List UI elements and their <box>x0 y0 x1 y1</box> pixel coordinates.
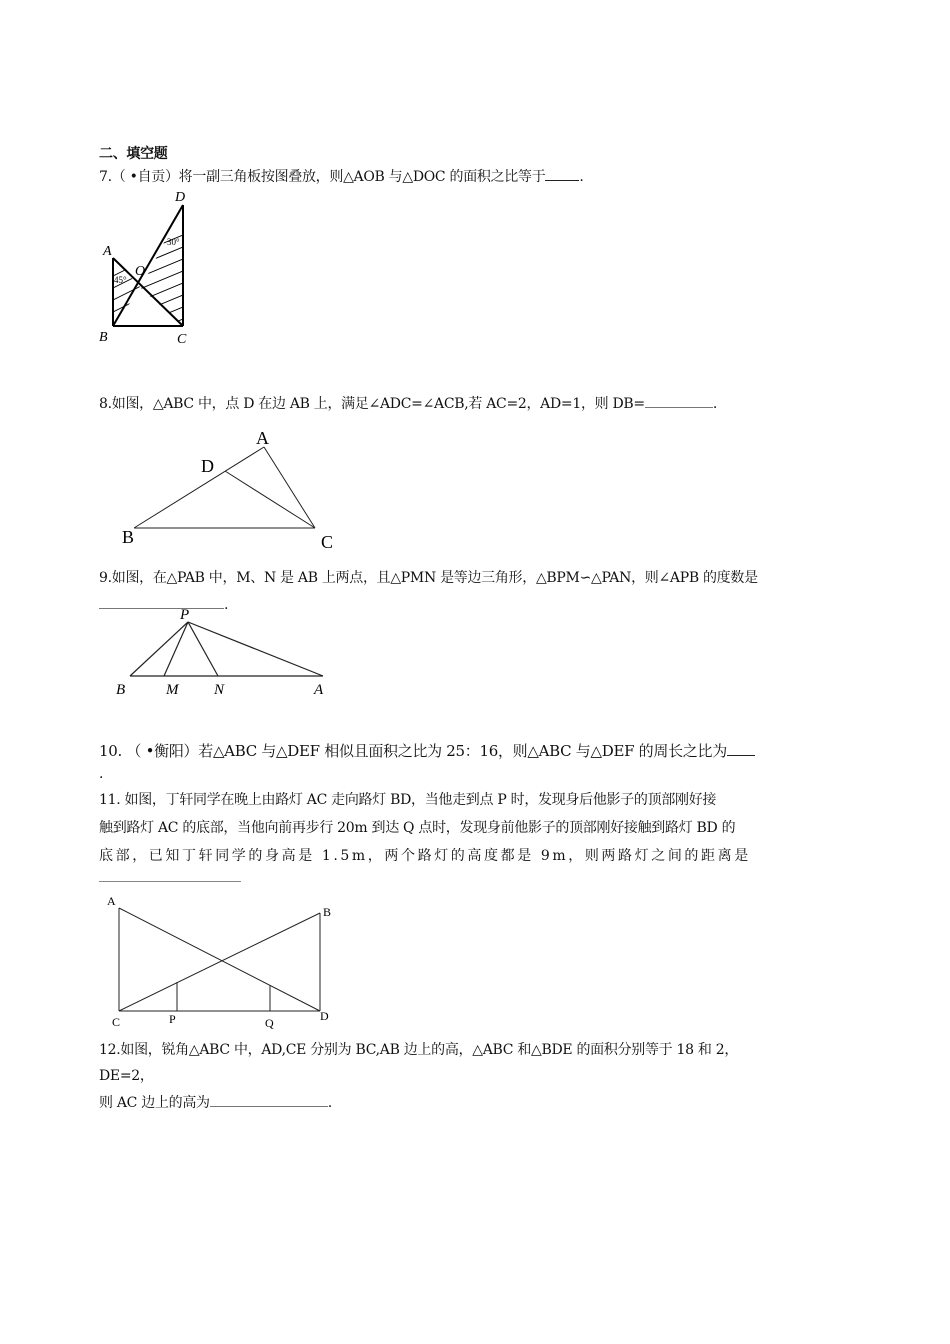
question-10-period: . <box>99 766 104 782</box>
label-a: A <box>107 894 116 908</box>
label-m: M <box>166 682 179 698</box>
label-d: D <box>320 1009 329 1023</box>
question-7-period: . <box>579 169 584 185</box>
question-7-text: 7.（ •自贡）将一副三角板按图叠放，则△AOB 与△DOC 的面积之比等于 <box>99 169 546 185</box>
label-c: C <box>177 332 187 347</box>
label-b: B <box>323 905 332 919</box>
label-a: A <box>314 682 324 698</box>
question-12-line-2 <box>99 1066 154 1086</box>
section-heading: 二、填空题 <box>99 146 168 162</box>
question-11-line-2 <box>99 818 735 838</box>
label-c: C <box>321 532 334 552</box>
label-p: P <box>169 1012 176 1026</box>
label-b: B <box>122 527 135 547</box>
question-7 <box>99 166 584 187</box>
question-9-text: 9.如图，在△PAB 中，M、N 是 AB 上两点，且△PMN 是等边三角形，△BPM∽△PAN，则∠APB 的度数是 <box>99 570 758 586</box>
angle-30: 30° <box>167 237 180 247</box>
question-11-text-2: 触到路灯 AC 的底部，当他向前再步行 20m 到达 Q 点时，发现身前他影子的顶部刚好接触到路灯 BD 的 <box>99 820 736 836</box>
question-10-text: 10. （ •衡阳）若△ABC 与△DEF 相似且面积之比为 25：16，则△ABC 与△DEF 的周长之比为 <box>99 742 727 760</box>
question-11-text-3: 底部，已知丁轩同学的身高是 1.5m，两个路灯的高度都是 9m，则两路灯之间的距离是 <box>99 848 751 864</box>
question-8-text: 8.如图，△ABC 中，点 D 在边 AB 上，满足∠ADC=∠ACB,若 AC=2，AD=1，则 DB= <box>99 396 645 412</box>
answer-blank-10[interactable] <box>727 741 755 756</box>
label-o: O <box>135 264 146 279</box>
question-10-period-line <box>99 764 103 784</box>
answer-blank-7[interactable] <box>545 166 579 181</box>
figure-q7 <box>95 185 205 350</box>
question-11-line-3 <box>99 846 751 866</box>
question-12-text-3: 则 AC 边上的高为 <box>99 1095 210 1111</box>
label-b: B <box>116 682 126 698</box>
label-a: A <box>103 244 112 259</box>
question-9-period: . <box>224 597 229 613</box>
answer-blank-11[interactable] <box>99 881 241 882</box>
question-11-text-1: 11. 如图，丁轩同学在晚上由路灯 AC 走向路灯 BD，当他走到点 P 时，发现身后他影子的顶部刚好接 <box>99 792 717 808</box>
question-11-line-1 <box>99 790 716 810</box>
label-a: A <box>256 428 269 448</box>
label-b: B <box>99 330 108 345</box>
label-d: D <box>201 456 214 476</box>
question-12-line-3 <box>99 1092 332 1113</box>
answer-blank-8[interactable] <box>645 393 713 408</box>
question-9 <box>99 568 758 588</box>
question-12-text-1: 12.如图，锐角△ABC 中，AD,CE 分别为 BC,AB 边上的高，△ABC 和△BDE 的面积分别等于 18 和 2， <box>99 1042 739 1058</box>
question-12-period: . <box>327 1095 332 1111</box>
question-12-line-1 <box>99 1040 738 1060</box>
figure-q8 <box>110 420 350 555</box>
figure-q9 <box>100 605 340 700</box>
question-8-period: . <box>712 396 717 412</box>
label-p: P <box>180 607 190 623</box>
question-10 <box>99 741 755 761</box>
label-c: C <box>112 1015 121 1029</box>
label-q: Q <box>265 1016 274 1030</box>
question-8 <box>99 393 717 414</box>
label-n: N <box>214 682 225 698</box>
label-d: D <box>175 190 186 205</box>
answer-blank-12[interactable] <box>210 1092 328 1107</box>
question-12-text-2: DE=2， <box>99 1068 154 1084</box>
angle-45: 45° <box>114 275 127 285</box>
figure-q11 <box>100 890 340 1030</box>
